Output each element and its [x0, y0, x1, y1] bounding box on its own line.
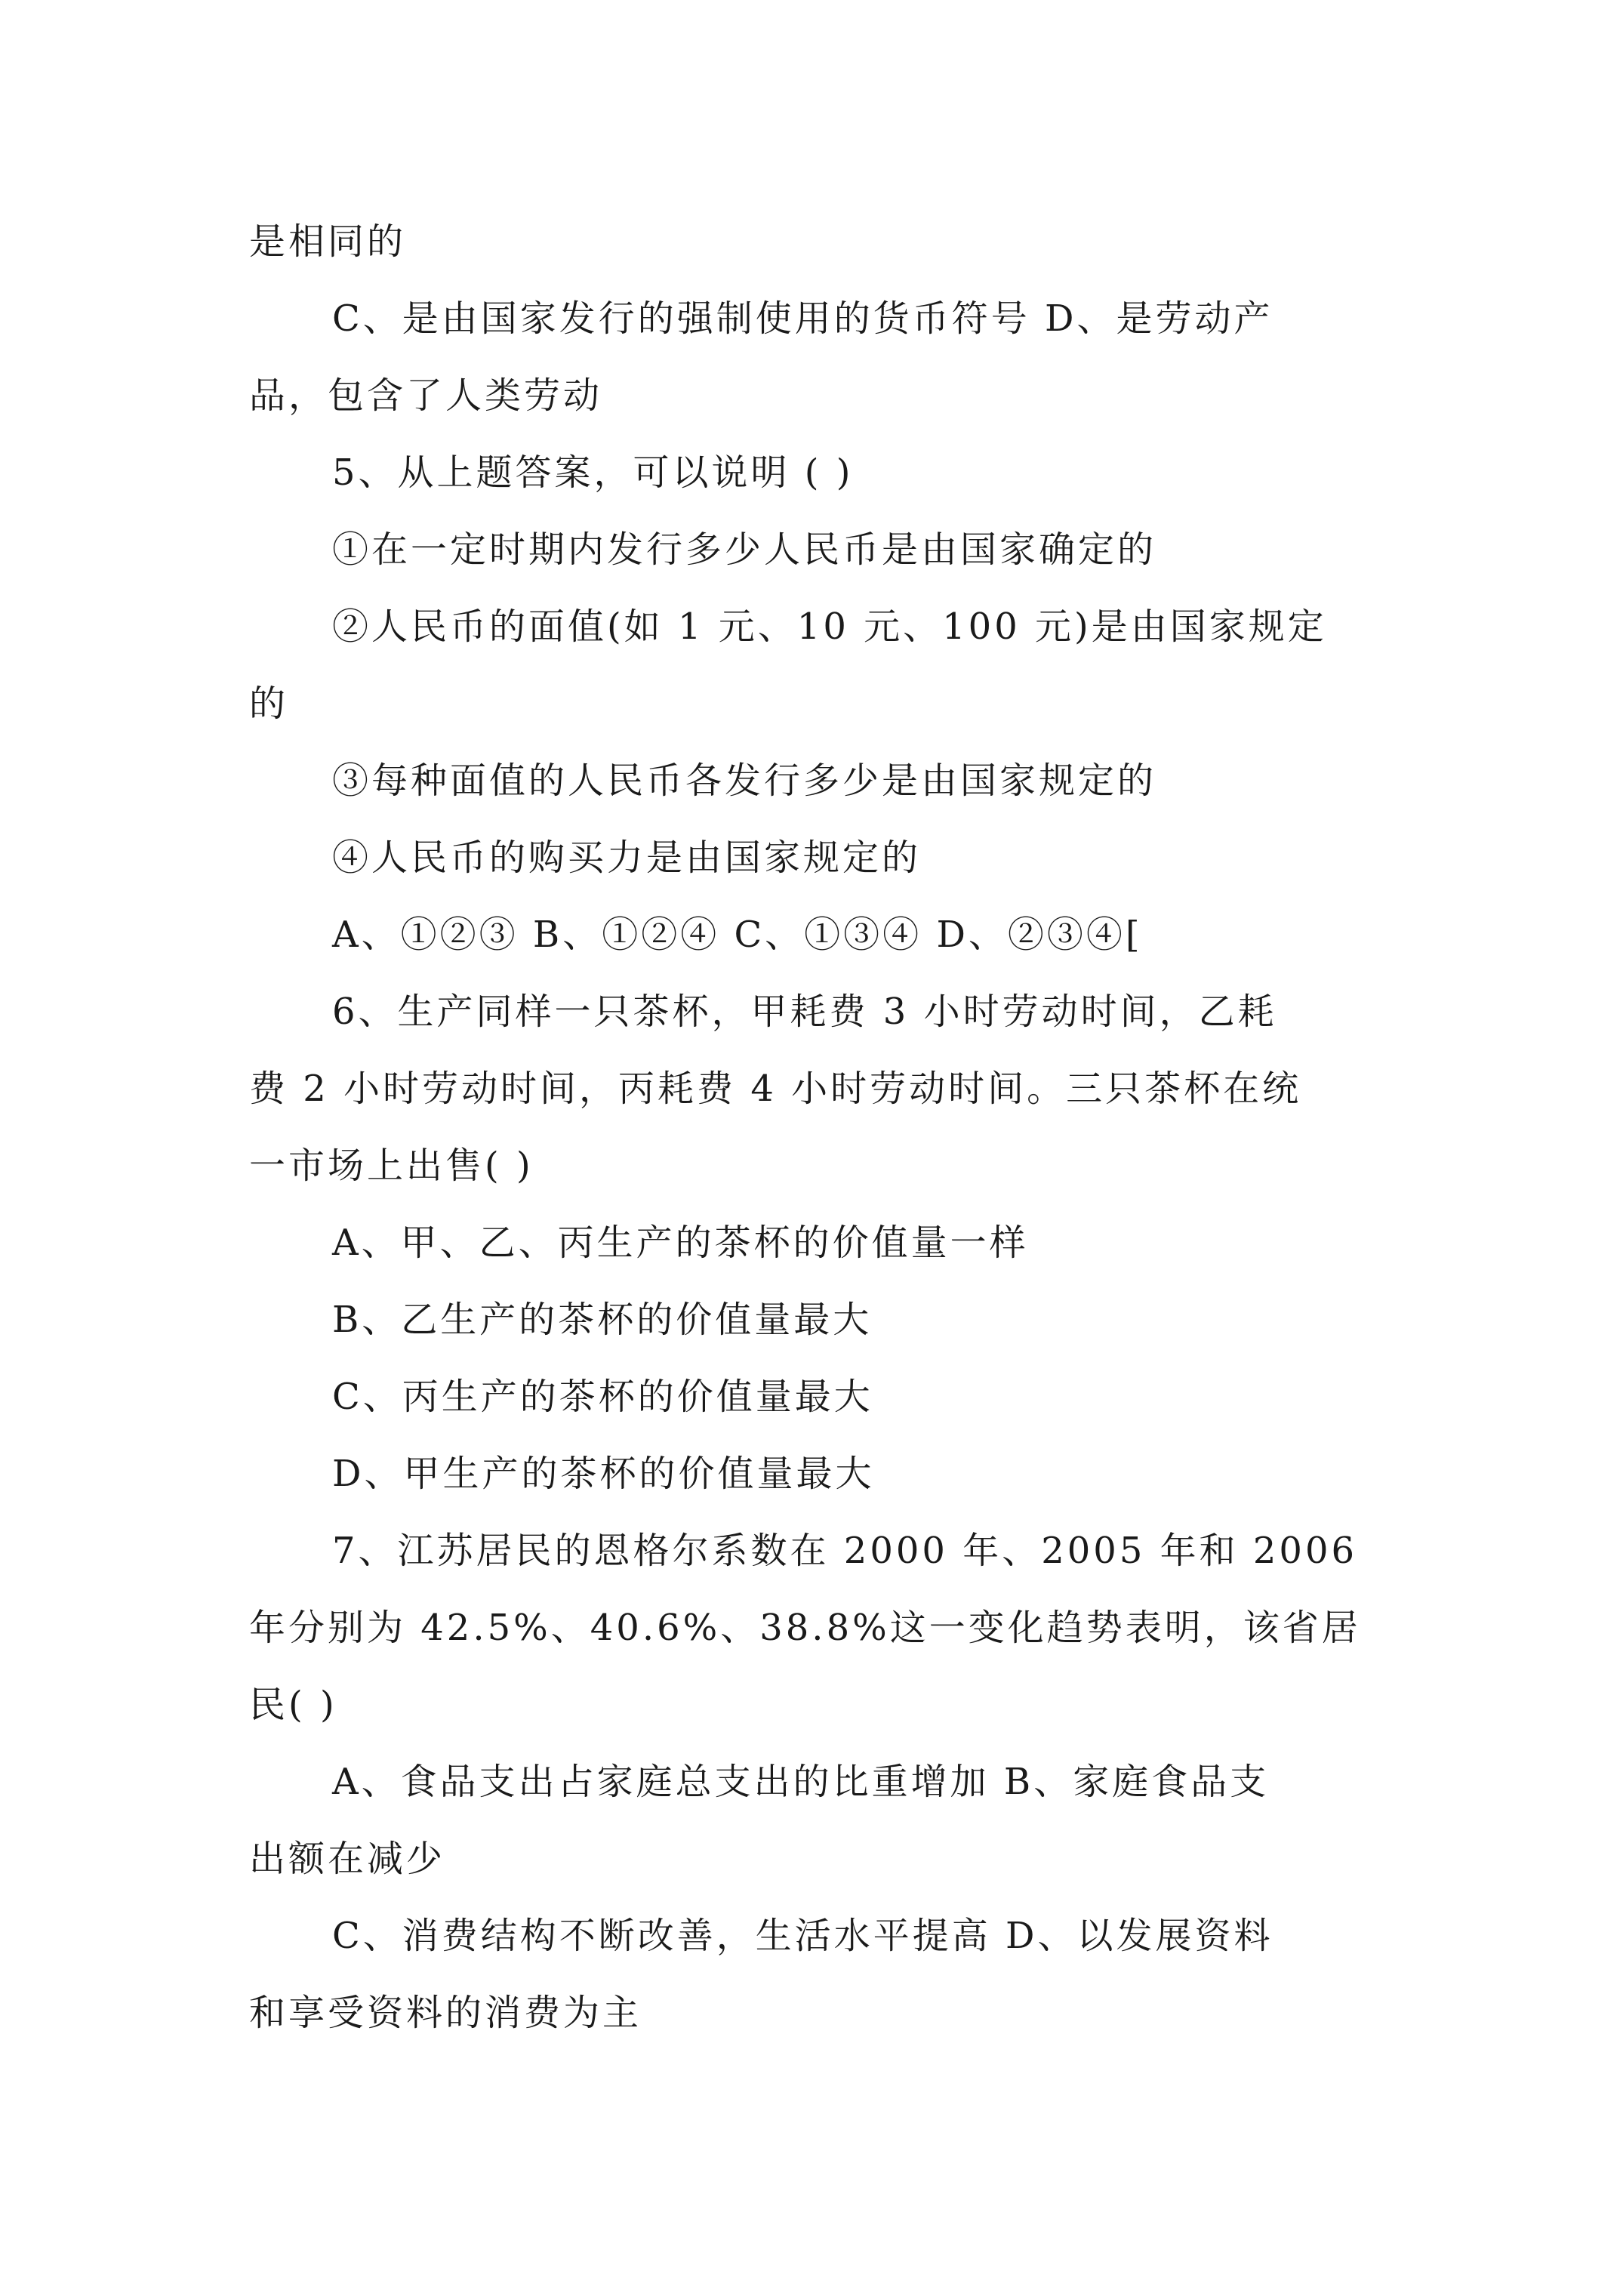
q6-option-c: C、丙生产的茶杯的价值量最大: [332, 1376, 873, 1418]
q5-statement-2: ②人民币的面值(如 1 元、10 元、100 元)是由国家规定: [332, 606, 1327, 648]
q5-statement-4: ④人民币的购买力是由国家规定的: [332, 837, 922, 879]
text-line-3: 品，包含了人类劳动: [249, 374, 603, 417]
question-7-stem: 7、江苏居民的恩格尔系数在 2000 年、2005 年和 2006: [332, 1530, 1358, 1572]
q7-options-cd-cont: 和享受资料的消费为主: [249, 1992, 642, 2034]
q5-statement-2-cont: 的: [249, 683, 289, 725]
q6-option-b: B、乙生产的茶杯的价值量最大: [332, 1299, 873, 1341]
q7-options-ab-cont: 出额在减少: [249, 1838, 446, 1880]
q5-statement-3: ③每种面值的人民币各发行多少是由国家规定的: [332, 760, 1157, 802]
question-7-stem-cont-1: 年分别为 42.5%、40.6%、38.8%这一变化趋势表明，该省居: [249, 1607, 1361, 1649]
question-6-stem-cont-2: 一市场上出售( ): [249, 1145, 534, 1187]
q5-statement-1: ①在一定时期内发行多少人民币是由国家确定的: [332, 529, 1157, 571]
text-line-1: 是相同的: [249, 220, 407, 263]
q7-options-ab: A、食品支出占家庭总支出的比重增加 B、家庭食品支: [332, 1761, 1270, 1803]
question-7-stem-cont-2: 民( ): [249, 1684, 337, 1726]
q6-option-d: D、甲生产的茶杯的价值量最大: [332, 1453, 875, 1495]
text-line-2: C、是由国家发行的强制使用的货币符号 D、是劳动产: [332, 297, 1273, 340]
q7-options-cd: C、消费结构不断改善，生活水平提高 D、以发展资料: [332, 1915, 1273, 1957]
q5-options: A、①②③ B、①②④ C、①③④ D、②③④[: [332, 914, 1143, 956]
question-5-stem: 5、从上题答案，可以说明 ( ): [332, 451, 854, 494]
question-6-stem: 6、生产同样一只茶杯，甲耗费 3 小时劳动时间，乙耗: [332, 991, 1277, 1033]
question-6-stem-cont-1: 费 2 小时劳动时间，丙耗费 4 小时劳动时间。三只茶杯在统: [249, 1068, 1302, 1110]
q6-option-a: A、甲、乙、丙生产的茶杯的价值量一样: [332, 1222, 1029, 1264]
